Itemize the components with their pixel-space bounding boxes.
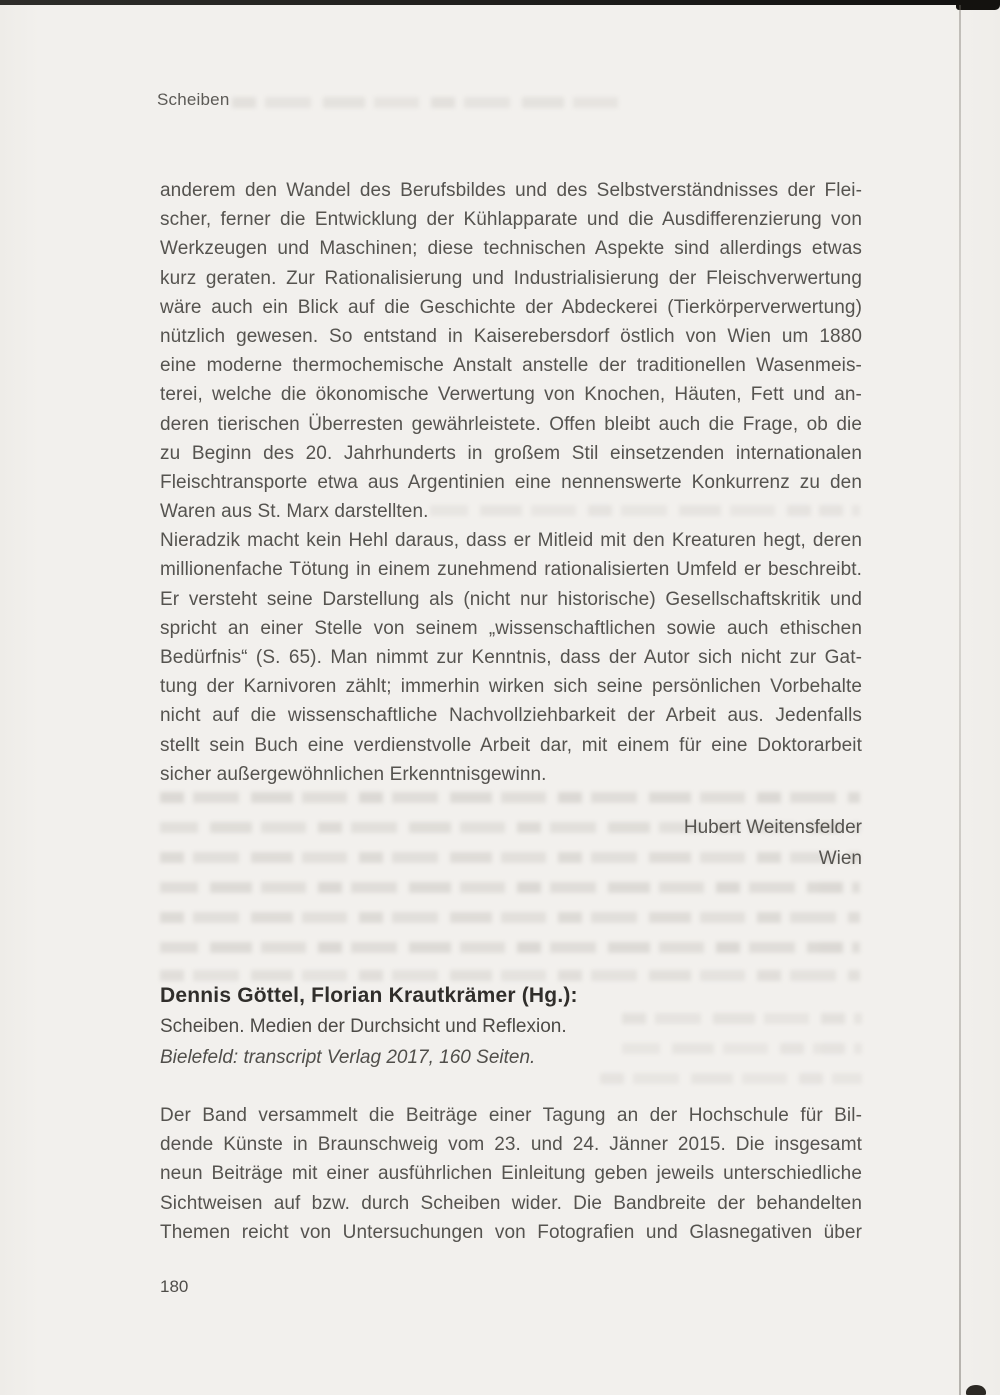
bleed-through-text bbox=[160, 882, 860, 893]
text-line: nützlich gewesen. So entstand in Kaiserebersdorf östlich von Wien um 1880 bbox=[160, 325, 862, 347]
book-imprint: Bielefeld: transcript Verlag 2017, 160 Seiten. bbox=[160, 1046, 536, 1068]
book-editors-heading: Dennis Göttel, Florian Krautkrämer (Hg.): bbox=[160, 984, 578, 1007]
text-line: Bedürfnis“ (S. 65). Man nimmt zur Kenntnis, dass der Autor sich nicht zur Gat- bbox=[160, 647, 862, 668]
text-line: kurz geraten. Zur Rationalisierung und Industrialisierung der Fleischverwertung bbox=[160, 267, 862, 289]
text-line: Er versteht seine Darstellung als (nicht nur historische) Gesellschaftskritik und bbox=[160, 588, 862, 610]
reviewer-place: Wien bbox=[818, 848, 862, 869]
text-line: anderem den Wandel des Berufsbildes und des Selbstverständnisses der Flei- bbox=[160, 180, 862, 201]
scan-corner-mark-bottom-right bbox=[966, 1385, 986, 1395]
text-line: Sichtweisen auf bzw. durch Scheiben wider. Die Bandbreite der behandelten bbox=[160, 1192, 862, 1214]
paragraph bbox=[160, 1101, 862, 1247]
text-line: spricht an einer Stelle von seinem „wissenschaftlichen sowie auch ethischen bbox=[160, 617, 862, 639]
text-line: wäre auch ein Blick auf die Geschichte der Abdeckerei (Tierkörperverwertung) bbox=[160, 296, 862, 318]
book-title: Scheiben. Medien der Durchsicht und Reflexion. bbox=[160, 1016, 567, 1037]
text-line: dende Künste in Braunschweig vom 23. und 24. Jänner 2015. Die insgesamt bbox=[160, 1134, 862, 1156]
paragraph bbox=[160, 526, 862, 789]
bleed-through-text bbox=[160, 912, 860, 923]
text-line: Themen reicht von Untersuchungen von Fotografien und Glasnegativen über bbox=[160, 1221, 862, 1243]
text-line: Waren aus St. Marx darstellten. bbox=[160, 501, 429, 523]
bleed-through-text bbox=[160, 942, 860, 953]
bleed-through-text bbox=[232, 97, 630, 108]
text-line: tung der Karnivoren zählt; immerhin wirken sich seine persönlichen Vorbehalte bbox=[160, 676, 862, 698]
scan-edge-top-bar bbox=[0, 0, 1000, 5]
review-text-block bbox=[160, 176, 862, 789]
running-header: Scheiben bbox=[157, 90, 230, 109]
text-line: scher, ferner die Entwicklung der Kühlapparate und die Ausdifferenzierung von bbox=[160, 209, 862, 231]
text-line: eine moderne thermochemische Anstalt anstelle der traditionellen Wasenmeis- bbox=[160, 355, 862, 377]
reviewer-name: Hubert Weitensfelder bbox=[683, 817, 862, 838]
text-line: nicht auf die wissenschaftliche Nachvollziehbarkeit der Arbeit aus. Jedenfalls bbox=[160, 705, 862, 727]
text-line: stellt sein Buch eine verdienstvolle Arbeit dar, mit einem für eine Doktorarbeit bbox=[160, 734, 862, 756]
bleed-through-text bbox=[160, 792, 860, 803]
scan-corner-mark-top-right bbox=[956, 0, 1000, 10]
text-line: Fleischtransporte etwa aus Argentinien eine nennenswerte Konkurrenz zu den bbox=[160, 471, 862, 493]
text-line: terei, welche die ökonomische Verwertung von Knochen, Häuten, Fett und an- bbox=[160, 384, 862, 406]
page-edge-line bbox=[959, 5, 961, 1395]
text-line: deren tierischen Überresten gewährleistete. Offen bleibt auch die Frage, ob die bbox=[160, 413, 862, 435]
text-line: zu Beginn des 20. Jahrhunderts in großem Stil einsetzenden internationalen bbox=[160, 442, 862, 464]
text-line: neun Beiträge mit einer ausführlichen Einleitung geben jeweils unterschiedliche bbox=[160, 1163, 862, 1185]
text-line: Werkzeugen und Maschinen; diese technischen Aspekte sind allerdings etwas bbox=[160, 238, 862, 260]
page-number: 180 bbox=[160, 1277, 189, 1296]
book-heading-block bbox=[160, 980, 862, 1073]
text-line: sicher außergewöhnlichen Erkenntnisgewinn. bbox=[160, 763, 547, 785]
text-line: Der Band versammelt die Beiträge einer Tagung an der Hochschule für Bil- bbox=[160, 1105, 862, 1126]
signature-block bbox=[160, 812, 862, 874]
bleed-through-text bbox=[600, 1073, 862, 1084]
text-line: Nieradzik macht kein Hehl daraus, dass er Mitleid mit den Kreaturen hegt, deren bbox=[160, 530, 862, 552]
review-body-block bbox=[160, 1101, 862, 1247]
text-line: millionenfache Tötung in einem zunehmend rationalisierten Umfeld er beschreibt. bbox=[160, 559, 862, 581]
paragraph bbox=[160, 176, 862, 526]
